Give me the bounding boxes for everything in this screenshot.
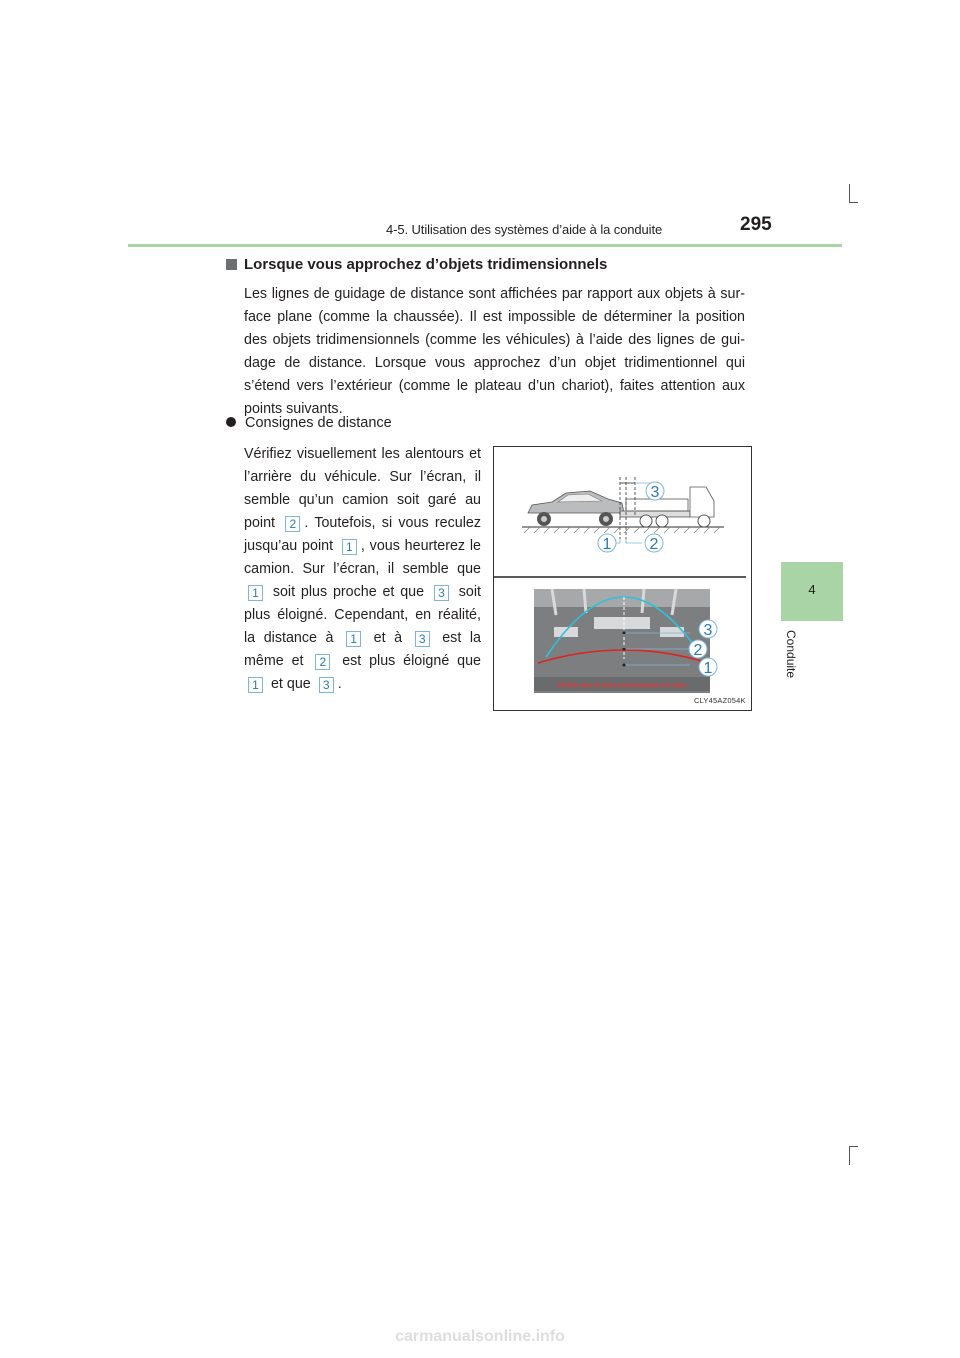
camera-screen: [534, 589, 710, 693]
text-run: Vérifiez visuellement les alentours et l’arrière du véhicule. Sur l’écran, il semble qu’un camion soit garé au point: [244, 446, 481, 531]
heading-text: Lorsque vous approchez d’objets tridimensionnels: [244, 256, 608, 273]
callout-number: 1: [346, 631, 361, 647]
bullet-text: Consignes de distance: [245, 415, 392, 431]
header-rule: [128, 244, 842, 247]
rear-camera-diagram: [494, 447, 751, 710]
callout-number: 2: [285, 516, 300, 532]
body-paragraph: Les lignes de guidage de distance sont affichées par rapport aux objets à sur-face plane (comme la chaussée). Il est impossible de déterminer la position des objets tridimensionnels (comme les véhicules) à l’aide des lignes de gui-dage de distance. Lorsque vous approchez d’un objet tridimentionnel qui s’étend vers l’extérieur (comme le plateau d’un chariot), faites attention aux points suivants.: [244, 286, 745, 417]
bullet-item: [226, 415, 392, 431]
callout-number: 3: [319, 677, 334, 693]
truck-shape: [620, 487, 714, 527]
callout-1: 1: [602, 536, 612, 553]
bullet-dot-icon: [226, 417, 236, 427]
chapter-tab: [781, 562, 843, 621]
text-run: est plus éloigné que: [342, 653, 481, 669]
chapter-number: 4: [808, 582, 816, 597]
text-run: et à: [373, 630, 403, 646]
callout-number: 1: [248, 585, 263, 601]
text-run: soit plus éloigné. Cependant, en réalité, la distance à: [244, 584, 481, 646]
text-run: est la même et: [244, 630, 481, 669]
callout-number: 3: [415, 631, 430, 647]
callout-1: 1: [703, 660, 713, 677]
text-run: soit plus proche et que: [272, 584, 425, 600]
crop-mark-top: [849, 184, 858, 203]
chapter-label: Conduite: [784, 630, 798, 679]
screen-warning: Vérifier que la zone environnante est sûre.: [556, 682, 688, 689]
watermark: carmanualsonline.info: [395, 1328, 565, 1345]
section-title: 4-5. Utilisation des systèmes d’aide à la conduite: [386, 222, 663, 237]
callout-number: 1: [248, 677, 263, 693]
callout-2: 2: [693, 642, 703, 659]
page-number: 295: [740, 214, 772, 235]
car-shape: [528, 491, 624, 526]
text-run: , vous heurterez le camion. Sur l’écran, il semble que: [244, 538, 481, 577]
text-run: .: [337, 676, 342, 692]
callout-3: 3: [703, 622, 713, 639]
callout-number: 2: [315, 654, 330, 670]
callout-3: 3: [650, 484, 660, 501]
callout-number: 1: [342, 539, 357, 555]
illustration: [493, 446, 752, 711]
subsection-heading: [226, 256, 607, 273]
text-run: et que: [270, 676, 311, 692]
square-bullet-icon: [226, 259, 237, 270]
callout-number: 3: [434, 585, 449, 601]
figure-code: CLY45AZ054K: [694, 696, 746, 705]
ground: [522, 527, 724, 533]
distance-paragraph: [244, 443, 481, 696]
callout-2: 2: [649, 536, 659, 553]
text-run: . Toutefois, si vous reculez jusqu’au point: [244, 515, 481, 554]
crop-mark-bottom: [849, 1146, 858, 1165]
